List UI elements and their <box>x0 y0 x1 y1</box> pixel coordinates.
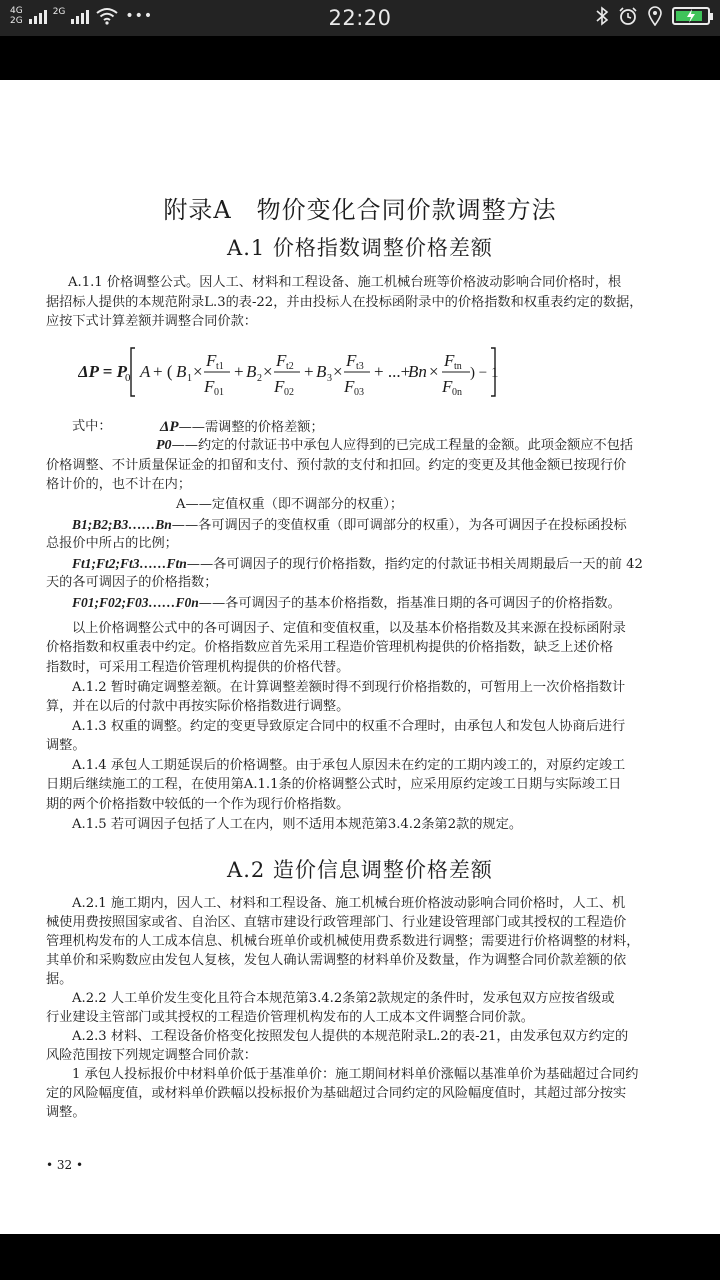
para-a22-line2: 行业建设主管部门或其授权的工程造价管理机构发布的人工成本文件调整合同价款。 <box>46 1010 534 1025</box>
formula-ellipsis: + ...+ <box>374 362 411 381</box>
section-a1-title: A.1 价格指数调整价格差额 <box>227 236 493 260</box>
formula-ft3: F <box>346 351 357 370</box>
formula-f03: F <box>344 377 355 396</box>
battery-icon <box>672 7 710 25</box>
formula-ftn: F <box>444 351 455 370</box>
def-p0-text: ——约定的付款证书中承包人应得到的已完成工程量的金额。此项金额应不包括 <box>171 438 634 453</box>
more-notifications-icon: ••• <box>125 8 154 24</box>
formula-ft2: F <box>276 351 287 370</box>
para-a23-line1: A.2.3 材料、工程设备价格变化按照发包人提供的本规范附录L.2的表-21，由发承包双方约定的 <box>72 1029 629 1044</box>
svg-text:+ (: + ( <box>153 362 173 381</box>
network-2g-label: 2G <box>10 16 23 26</box>
def-ft-line2: 天的各可调因子的价格指数； <box>46 575 218 590</box>
def-ft <box>72 555 643 574</box>
defs-intro: 式中： <box>72 419 112 434</box>
def-f0-symbol: F01;F02;F03……F0n <box>72 595 199 610</box>
status-bar <box>0 0 720 36</box>
para-a12-line2: 算，并在以后的付款中再按实际价格指数进行调整。 <box>46 699 350 714</box>
def-p0-symbol: P0 <box>156 438 172 453</box>
page-title: 附录A 物价变化合同价款调整方法 <box>163 196 557 224</box>
formula-ftn-sub: tn <box>454 361 462 372</box>
para-a21-line3: 管理机构发布的人工成本信息、机械台班单价或机械使用费系数进行调整；需要进行价格调整的材料， <box>46 934 640 949</box>
formula-lhs: ΔP = P <box>78 362 127 381</box>
price-adjustment-formula <box>78 342 498 407</box>
left-bracket-icon <box>131 348 135 396</box>
document-page[interactable] <box>0 80 720 1234</box>
svg-text:×: × <box>263 362 273 381</box>
para-a11-line3: 应按下式计算差额并调整合同价款： <box>46 314 257 329</box>
def-f0-text: ——各可调因子的基本价格指数，指基准日期的各可调因子的价格指数。 <box>198 596 621 611</box>
para-after-line1: 以上价格调整公式中的各可调因子、定值和变值权重，以及基本价格指数及其来源在投标函附录 <box>72 621 626 636</box>
svg-text:×: × <box>193 362 203 381</box>
def-ft-text: ——各可调因子的现行价格指数，指约定的付款证书相关周期最后一天的前 42 <box>186 557 643 572</box>
def-dp <box>160 418 324 437</box>
para-a21-line4: 其单价和采购数应由发包人复核，发包人确认需调整的材料单价及数量，作为调整合同价款差额的依 <box>46 953 627 968</box>
para-a13-line1: A.1.3 权重的调整。约定的变更导致原定合同中的权重不合理时，由承包人和发包人协商后进行 <box>72 719 626 734</box>
top-spacer <box>0 36 720 80</box>
def-p0-line2: 价格调整、不计质量保证金的扣留和支付、预付款的支付和扣回。约定的变更及其他金额已按现行价 <box>46 458 627 473</box>
def-a: A——定值权重（即不调部分的权重）； <box>176 497 404 512</box>
status-right <box>595 6 710 26</box>
def-dp-symbol: ΔP <box>160 419 179 435</box>
formula-f0n: F <box>442 377 453 396</box>
para-a11-line2: 据招标人提供的本规范附录L.3的表-22，并由投标人在投标函附录中的价格指数和权重表约定的数据， <box>46 295 643 310</box>
def-p0 <box>156 437 633 455</box>
para-a14-line3: 期的两个价格指数中较低的一个作为现行价格指数。 <box>46 797 350 812</box>
para-a21-line2: 械使用费按照国家或省、自治区、直辖市建设行政管理部门、行业建设管理部门或其授权的工程造价 <box>46 915 627 930</box>
def-dp-text: ——需调整的价格差额； <box>178 420 324 435</box>
para-a21-line1: A.2.1 施工期内，因人工、材料和工程设备、施工机械台班价格波动影响合同价格时，人工、机 <box>72 896 626 911</box>
alarm-icon <box>618 6 638 26</box>
network-4g-label: 4G <box>10 6 23 16</box>
formula-lhs-sub: 0 <box>125 372 131 384</box>
formula-b1-sub: 1 <box>187 373 192 384</box>
formula-ft2-sub: t2 <box>286 361 294 372</box>
formula-b3-sub: 3 <box>327 373 332 384</box>
def-b-text: ——各可调因子的变值权重（即可调部分的权重），为各可调因子在投标函投标 <box>171 518 627 533</box>
para-a23-line2: 风险范围按下列规定调整合同价款： <box>46 1048 257 1063</box>
bluetooth-icon <box>595 6 609 26</box>
svg-text:+: + <box>304 362 314 381</box>
def-f0 <box>72 594 621 613</box>
para-a11-line1: A.1.1 价格调整公式。因人工、材料和工程设备、施工机械台班等价格波动影响合同价格时，根 <box>68 275 622 290</box>
para-a231-line3: 调整。 <box>46 1105 86 1120</box>
para-a15-line1: A.1.5 若可调因子包括了人工在内，则不适用本规范第3.4.2条第2款的规定。 <box>72 817 523 832</box>
formula-f03-sub: 03 <box>354 387 364 398</box>
para-a14-line2: 日期后继续施工的工程，在使用第A.1.1条的价格调整公式时，应采用原约定竣工日期与实际竣工日 <box>46 777 622 792</box>
formula-ft1: F <box>206 351 217 370</box>
formula-ft1-sub: t1 <box>216 361 224 372</box>
formula-a: A <box>140 362 151 381</box>
location-icon <box>647 6 663 26</box>
section-a2-title: A.2 造价信息调整价格差额 <box>227 858 493 882</box>
def-ft-symbol: Ft1;Ft2;Ft3……Ftn <box>72 556 187 571</box>
formula-b3: B <box>316 362 327 381</box>
network2-label: 2G <box>52 7 66 17</box>
page-number: • 32 • <box>46 1158 84 1172</box>
svg-text:+: + <box>234 362 244 381</box>
def-b <box>72 516 627 535</box>
def-b-symbol: B1;B2;B3……Bn <box>72 517 172 532</box>
para-a21-line5: 据。 <box>46 972 73 987</box>
formula-ft3-sub: t3 <box>356 361 364 372</box>
formula-f01: F <box>204 377 215 396</box>
formula-graphic <box>78 342 498 402</box>
formula-f01-sub: 01 <box>214 387 224 398</box>
para-a231-line1: 1 承包人投标报价中材料单价低于基准单价：施工期间材料单价涨幅以基准单价为基础超过合同约 <box>72 1067 639 1082</box>
para-a13-line2: 调整。 <box>46 738 86 753</box>
def-p0-line3: 格计价的，也不计在内； <box>46 477 192 492</box>
formula-f02: F <box>274 377 285 396</box>
para-a22-line1: A.2.2 人工单价发生变化且符合本规范第3.4.2条第2款规定的条件时，发承包双方应按省级或 <box>72 991 615 1006</box>
formula-f02-sub: 02 <box>284 387 294 398</box>
clock: 22:20 <box>328 6 392 30</box>
formula-bn: Bn <box>408 362 427 381</box>
svg-text:×: × <box>333 362 343 381</box>
para-a231-line2: 定的风险幅度值，或材料单价跌幅以投标报价为基础超过合同约定的风险幅度值时，其超过部分按实 <box>46 1086 627 1101</box>
svg-text:×: × <box>429 362 439 381</box>
para-after-line3: 指数时，可采用工程造价管理机构提供的价格代替。 <box>46 660 350 675</box>
formula-b1: B <box>176 362 187 381</box>
formula-b2-sub: 2 <box>257 373 262 384</box>
bottom-bar <box>0 1234 720 1280</box>
formula-b2: B <box>246 362 257 381</box>
para-a14-line1: A.1.4 承包人工期延误后的价格调整。由于承包人原因未在约定的工期内竣工的，对原约定竣工 <box>72 758 626 773</box>
formula-f0n-sub: 0n <box>452 387 462 398</box>
def-b-line2: 总报价中所占的比例； <box>46 536 178 551</box>
para-a12-line1: A.1.2 暂时确定调整差额。在计算调整差额时得不到现行价格指数的，可暂用上一次价格指数计 <box>72 680 626 695</box>
formula-minus-one: ) − 1 <box>470 365 498 381</box>
charging-icon <box>685 9 697 23</box>
para-after-line2: 价格指数和权重表中约定。价格指数应首先采用工程造价管理机构提供的价格指数，缺乏上述价格 <box>46 640 614 655</box>
